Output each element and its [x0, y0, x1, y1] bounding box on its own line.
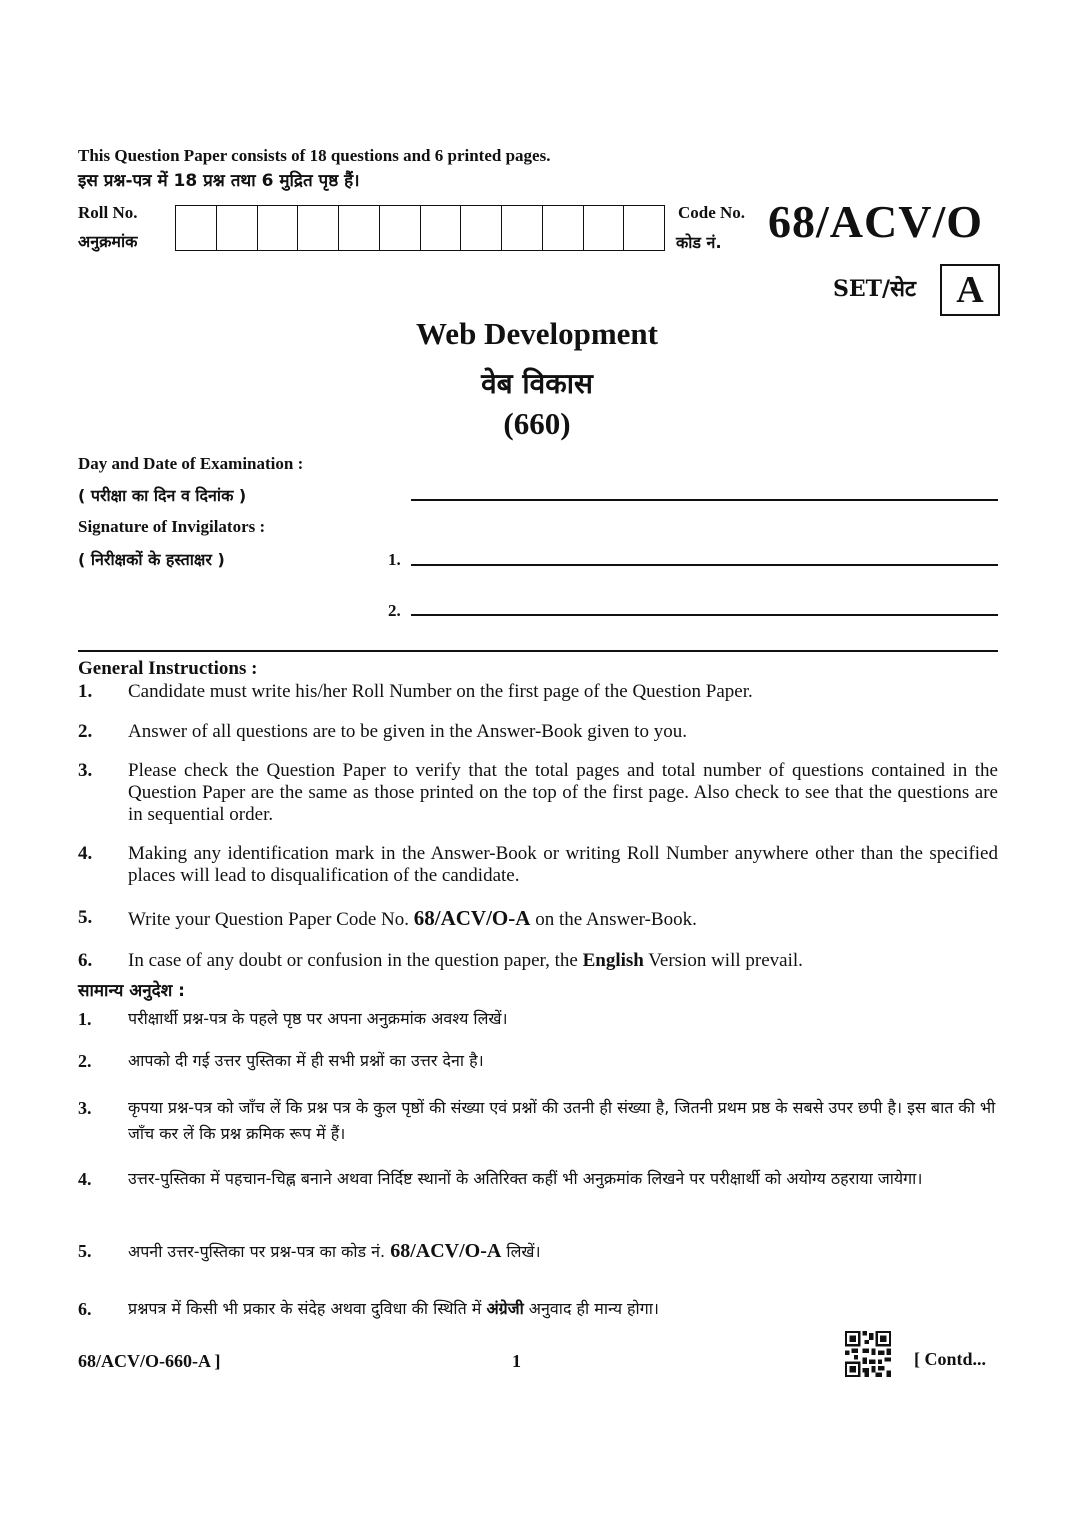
instruction-text: उत्तर-पुस्तिका में पहचान-चिह्न बनाने अथवा निर्दिष्ट स्थानों के अतिरिक्त कहीं भी अनुक्रमांक लिखने पर परीक्षार्थी को अयोग्य ठहराया जायेगा। — [128, 1169, 923, 1188]
continued-marker: [ Contd... — [914, 1349, 987, 1369]
instruction-text: Making any identification mark in the Answer-Book or writing Roll Number anywhere other than the specified places will lead to disqualification of the candidate. — [128, 843, 998, 886]
roll-digit-box[interactable] — [501, 206, 542, 250]
instruction-number: 1. — [78, 1009, 92, 1029]
exam-date-label-hi: ( परीक्षा का दिन व दिनांक ) — [78, 486, 247, 505]
instruction-number: 3. — [78, 1098, 92, 1118]
invigilator-sig-label-hi: ( निरीक्षकों के हस्ताक्षर ) — [78, 550, 225, 569]
instruction-hi-5 — [78, 1238, 998, 1265]
instruction-hi-6 — [78, 1296, 998, 1322]
instruction-number: 6. — [78, 1299, 92, 1319]
instruction-en-6 — [78, 950, 998, 972]
roll-digit-box[interactable] — [420, 206, 461, 250]
sig2-line[interactable] — [411, 614, 998, 616]
instruction-number: 2. — [78, 721, 93, 742]
roll-digit-box[interactable] — [176, 206, 216, 250]
instruction-number: 5. — [78, 1241, 92, 1261]
instruction-en-1 — [78, 681, 998, 703]
roll-digit-box[interactable] — [379, 206, 420, 250]
instruction-text: In case of any doubt or confusion in the question paper, the English Version will prevail. — [128, 950, 803, 971]
instruction-text: अपनी उत्तर-पुस्तिका पर प्रश्न-पत्र का कोड नं. 68/ACV/O-A लिखें। — [128, 1240, 541, 1262]
set-value-box: A — [940, 264, 1000, 316]
invigilator-sig-label-en: Signature of Invigilators : — [78, 517, 266, 536]
english-emphasis: English — [582, 950, 644, 971]
paper-code: 68/ACV/O — [768, 196, 983, 247]
instruction-text: Please check the Question Paper to verify that the total pages and total number of questions contained in the Question Paper are the same as those printed on the top of the first page. Also check to see that the questions are in sequential order. — [128, 760, 998, 825]
subject-code: (660) — [503, 406, 571, 441]
instruction-number: 4. — [78, 1169, 92, 1189]
instruction-text: Answer of all questions are to be given in the Answer-Book given to you. — [128, 721, 687, 742]
instruction-hi-1 — [78, 1006, 998, 1032]
roll-label-hi: अनुक्रमांक — [78, 232, 138, 251]
sig1-number: 1. — [388, 550, 401, 569]
instruction-en-3 — [78, 760, 998, 826]
qr-code-icon — [845, 1331, 891, 1377]
roll-digit-box[interactable] — [542, 206, 583, 250]
instruction-hi-3 — [78, 1095, 998, 1147]
instruction-hi-2 — [78, 1048, 998, 1074]
answer-book-code-hi: 68/ACV/O-A — [390, 1240, 502, 1262]
instruction-en-4 — [78, 843, 998, 887]
exam-date-label-en: Day and Date of Examination : — [78, 454, 304, 473]
subject-title-hi: वेब विकास — [481, 367, 593, 400]
instruction-text: प्रश्नपत्र में किसी भी प्रकार के संदेह अथवा दुविधा की स्थिति में अंग्रेजी अनुवाद ही मान्य होगा। — [128, 1299, 659, 1318]
code-label-hi: कोड नं. — [676, 233, 722, 252]
instruction-text: आपको दी गई उत्तर पुस्तिका में ही सभी प्रश्नों का उत्तर देना है। — [128, 1051, 484, 1070]
page-count-hi: इस प्रश्न-पत्र में 18 प्रश्न तथा 6 मुद्रित पृष्ठ हैं। — [78, 171, 360, 191]
instruction-number: 4. — [78, 843, 93, 864]
page-number: 1 — [512, 1351, 521, 1371]
roll-digit-box[interactable] — [583, 206, 624, 250]
instruction-number: 5. — [78, 907, 93, 928]
instruction-text: Write your Question Paper Code No. 68/ACV/O-A on the Answer-Book. — [128, 906, 697, 930]
sig2-number: 2. — [388, 601, 401, 620]
instruction-text: कृपया प्रश्न-पत्र को जाँच लें कि प्रश्न पत्र के कुल पृष्ठों की संख्या एवं प्रश्नों की उतनी ही संख्या है, जितनी प्रथम प्रष्ठ के सबसे उपर छपी है। इस बात की भी जाँच कर लें कि प्रश्न क्रमिक रूप में हैं। — [128, 1098, 996, 1143]
instruction-hi-4 — [78, 1166, 998, 1192]
instruction-number: 2. — [78, 1051, 92, 1071]
answer-book-code: 68/ACV/O-A — [413, 906, 531, 930]
section-divider — [78, 650, 998, 652]
instruction-en-2 — [78, 721, 998, 743]
instruction-text: Candidate must write his/her Roll Number on the first page of the Question Paper. — [128, 681, 753, 702]
set-label: SET/सेट — [833, 276, 917, 302]
instruction-text: परीक्षार्थी प्रश्न-पत्र के पहले पृष्ठ पर अपना अनुक्रमांक अवश्य लिखें। — [128, 1009, 508, 1028]
roll-digit-box[interactable] — [216, 206, 257, 250]
footer-paper-code: 68/ACV/O-660-A ] — [78, 1351, 221, 1371]
exam-date-line[interactable] — [411, 499, 998, 501]
roll-digit-box[interactable] — [460, 206, 501, 250]
instruction-number: 3. — [78, 760, 93, 781]
roll-digit-box[interactable] — [623, 206, 664, 250]
code-label-en: Code No. — [678, 203, 746, 222]
instruction-number: 1. — [78, 681, 93, 702]
sig1-line[interactable] — [411, 564, 998, 566]
general-instructions-heading-hi: सामान्य अनुदेश : — [78, 981, 185, 1001]
instruction-en-5 — [78, 907, 998, 931]
general-instructions-heading: General Instructions : — [78, 658, 258, 679]
roll-digit-box[interactable] — [297, 206, 338, 250]
roll-number-boxes[interactable] — [175, 205, 665, 251]
roll-label-en: Roll No. — [78, 203, 138, 222]
subject-title-en: Web Development — [416, 316, 658, 351]
roll-digit-box[interactable] — [257, 206, 298, 250]
roll-digit-box[interactable] — [338, 206, 379, 250]
page-count-en: This Question Paper consists of 18 questions and 6 printed pages. — [78, 146, 551, 165]
english-emphasis-hi: अंग्रेजी — [486, 1299, 524, 1318]
instruction-number: 6. — [78, 950, 93, 971]
